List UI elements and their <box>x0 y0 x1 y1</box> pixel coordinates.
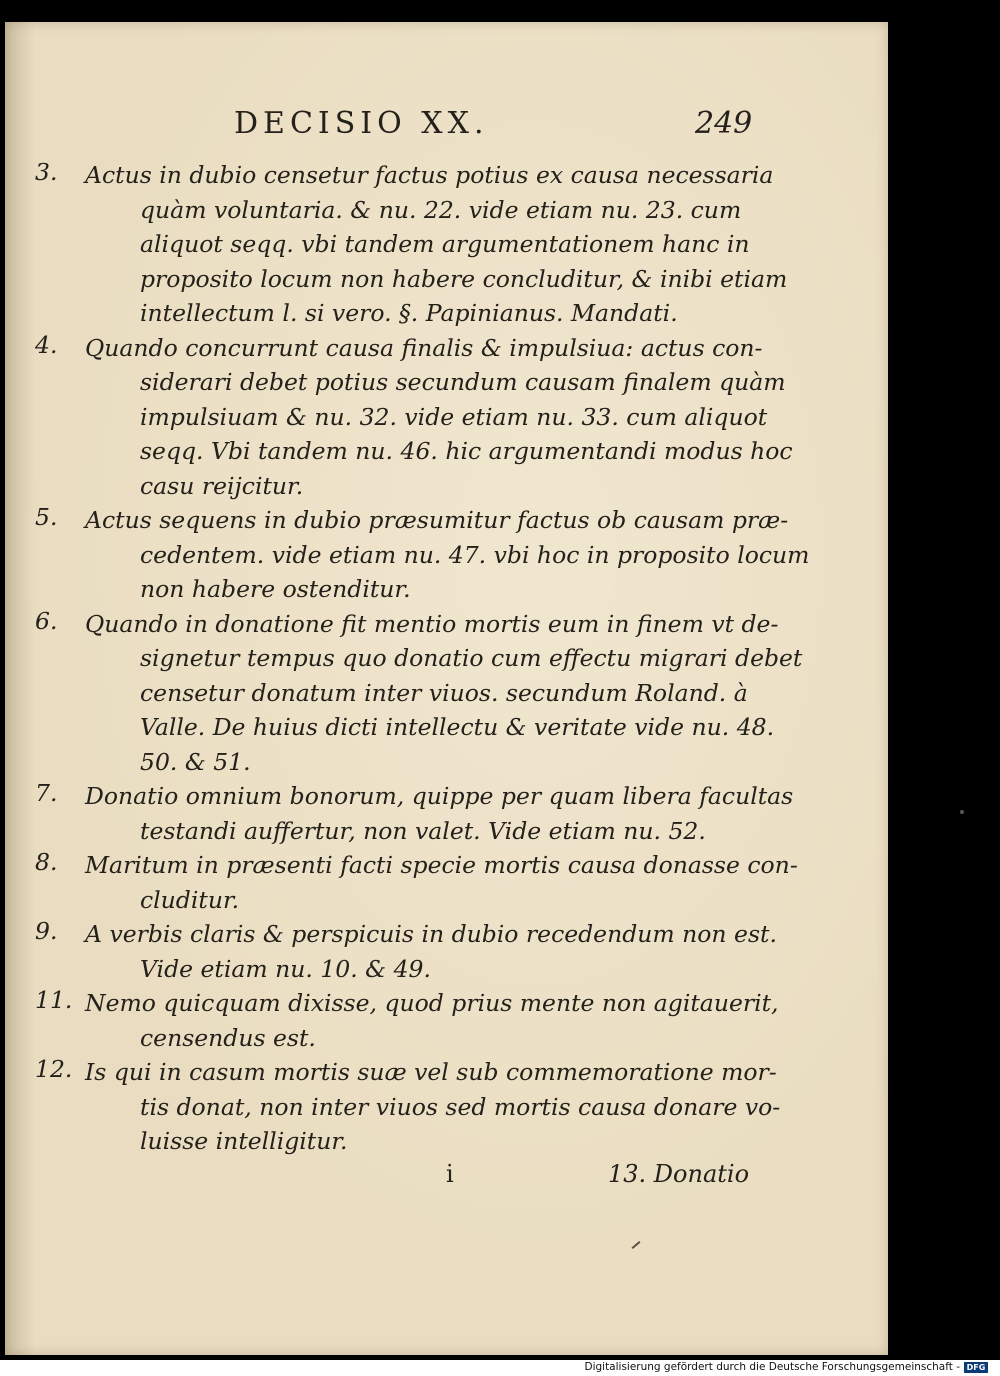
entry-line: Donatio omnium bonorum, quippe per quam libera facultas <box>85 782 794 810</box>
entry-number: 8. <box>35 848 58 876</box>
entry-line: cedentem. vide etiam nu. 47. vbi hoc in proposito locum <box>140 540 810 569</box>
page-header <box>5 106 888 146</box>
entry-line: Actus in dubio censetur factus potius ex causa necessaria <box>85 161 774 189</box>
entry-line: Quando in donatione fit mentio mortis eum in finem vt de- <box>85 609 779 638</box>
dfg-logo: DFG <box>964 1362 988 1373</box>
entry-line: A verbis claris & perspicuis in dubio recedendum non est. <box>85 920 777 948</box>
summary-entry <box>35 1055 781 1159</box>
entry-line: signetur tempus quo donatio cum effectu migrari debet <box>140 644 803 672</box>
summary-entry <box>35 503 810 607</box>
summary-entry <box>35 848 798 917</box>
summary-entries <box>35 158 810 1159</box>
book-page <box>5 22 888 1355</box>
summary-entry <box>35 158 788 331</box>
entry-line: luisse intelligitur. <box>140 1127 348 1155</box>
entry-number: 12. <box>35 1055 73 1083</box>
entry-number: 7. <box>35 779 58 807</box>
entry-line: 50. & 51. <box>140 747 251 776</box>
entry-line: Is qui in casum mortis suæ vel sub commemoratione mor- <box>85 1058 777 1086</box>
summary-entry <box>35 330 793 504</box>
catchword: 13. Donatio <box>608 1160 750 1188</box>
entry-line: Nemo quicquam dixisse, quod prius mente non agitauerit, <box>85 989 779 1017</box>
entry-line: testandi auffertur, non valet. Vide etiam nu. 52. <box>140 816 706 845</box>
entry-line: non habere ostenditur. <box>140 575 411 603</box>
page-number: 249 <box>695 106 753 141</box>
entry-line: Maritum in præsenti facti specie mortis causa donasse con- <box>85 851 798 879</box>
entry-number: 5. <box>35 503 58 531</box>
ink-mark <box>632 1241 641 1249</box>
entry-line: quàm voluntaria. & nu. 22. vide etiam nu. 23. cum <box>140 195 742 224</box>
entry-line: proposito locum non habere concluditur, & inibi etiam <box>140 264 788 293</box>
entry-line: seqq. Vbi tandem nu. 46. hic argumentandi modus hoc <box>140 437 793 465</box>
summary-entry <box>35 779 794 848</box>
summary-entry <box>35 606 803 780</box>
signature-mark: i <box>446 1160 454 1188</box>
entry-line: aliquot seqq. vbi tandem argumentationem hanc in <box>140 230 750 258</box>
entry-line: siderari debet potius secundum causam finalem quàm <box>140 368 786 396</box>
entry-line: tis donat, non inter viuos sed mortis causa donare vo- <box>140 1092 781 1121</box>
entry-line: Vide etiam nu. 10. & 49. <box>140 954 431 983</box>
entry-line: casu reijcitur. <box>140 471 304 500</box>
summary-entry <box>35 986 779 1055</box>
entry-number: 11. <box>35 986 73 1014</box>
entry-line: Actus sequens in dubio præsumitur factus ob causam præ- <box>85 506 789 534</box>
entry-line: Quando concurrunt causa finalis & impulsiua: actus con- <box>85 333 763 362</box>
entry-line: Valle. De huius dicti intellectu & veritate vide nu. 48. <box>140 713 775 741</box>
entry-number: 4. <box>35 330 58 359</box>
entry-number: 9. <box>35 917 58 945</box>
entry-line: intellectum l. si vero. §. Papinianus. Mandati. <box>140 299 678 327</box>
entry-line: censendus est. <box>140 1023 316 1052</box>
entry-number: 6. <box>35 606 58 635</box>
entry-number: 3. <box>35 158 58 186</box>
credit-text: Digitalisierung gefördert durch die Deutsche Forschungsgemeinschaft - <box>584 1361 960 1373</box>
credit-bar <box>0 1360 1000 1376</box>
entry-line: censetur donatum inter viuos. secundum Roland. à <box>140 678 748 707</box>
scan-artifact <box>960 810 964 814</box>
running-title: DECISIO XX. <box>234 106 489 141</box>
entry-line: impulsiuam & nu. 32. vide etiam nu. 33. cum aliquot <box>140 402 768 431</box>
entry-line: cluditur. <box>140 885 240 914</box>
summary-entry <box>35 917 777 986</box>
